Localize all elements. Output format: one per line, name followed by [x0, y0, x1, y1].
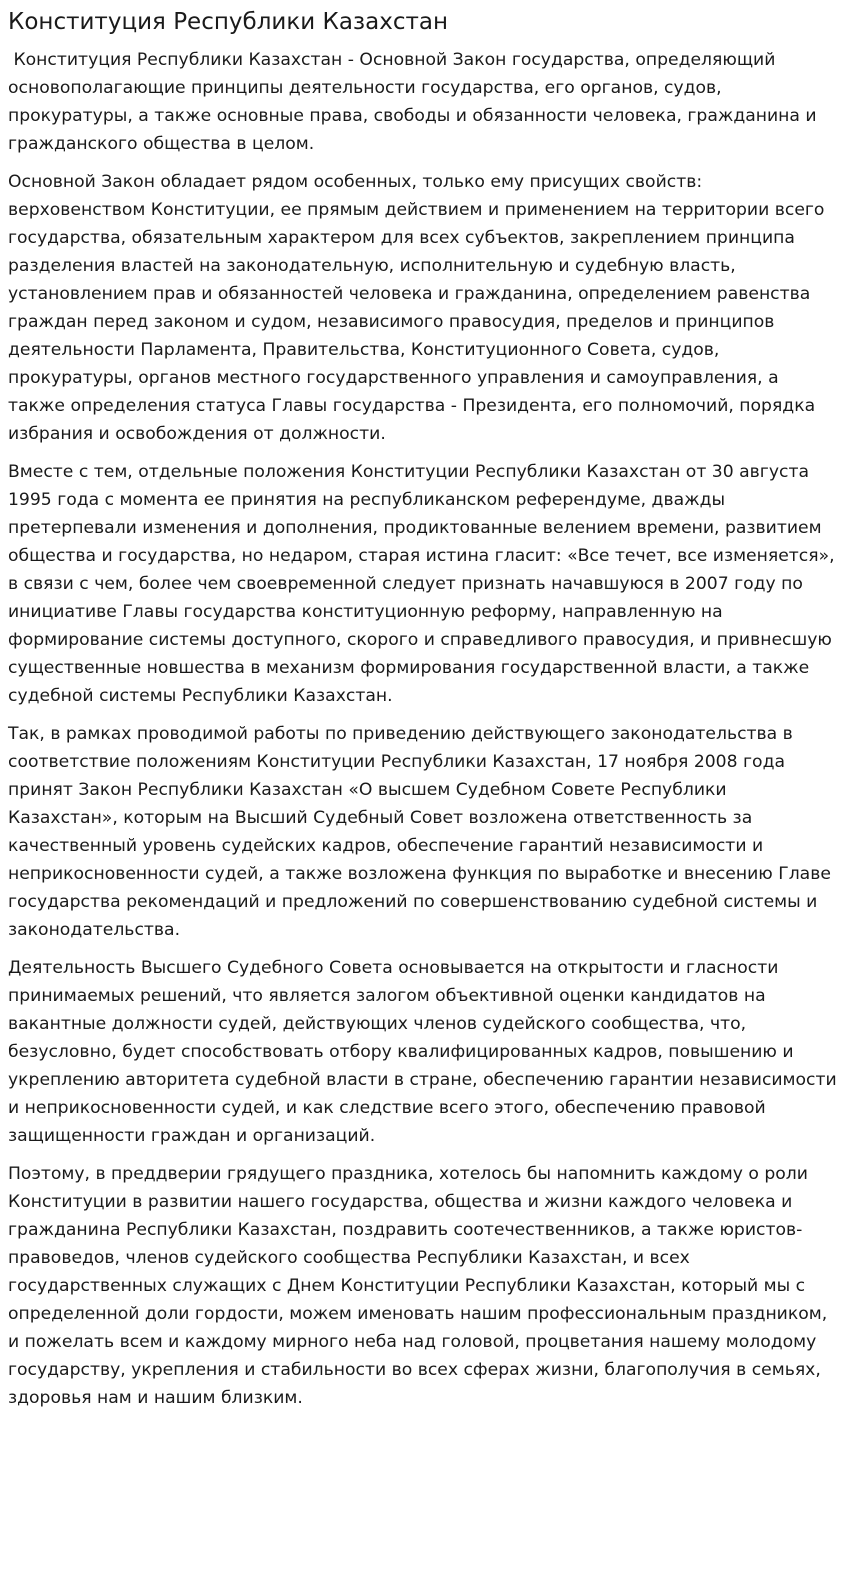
article-paragraph-2: Основной Закон обладает рядом особенных, только ему присущих свойств: верховенством Конституции, ее прямым действием и применением на территории всего государства, обязательным характером для всех субъектов, закреплением принципа разделения властей на законодательную, исполнительную и судебную власть, установлением прав и обязанностей человека и гражданина, определением равенства граждан перед законом и судом, независимого правосудия, пределов и принципов деятельности Парламента, Правительства, Конституционного Совета, судов, прокуратуры, органов местного государственного управления и самоуправления, а также определения статуса Главы государства - Президента, его полномочий, порядка избрания и освобождения от должности. [8, 172, 830, 444]
article-paragraph-1: Конституция Республики Казахстан - Основной Закон государства, определяющий основополагающие принципы деятельности государства, его органов, судов, прокуратуры, а также основные права, свободы и обязанности человека, гражданина и гражданского общества в целом. [8, 50, 823, 154]
article-paragraph-4: Так, в рамках проводимой работы по приведению действующего законодательства в соответствие положениям Конституции Республики Казахстан, 17 ноября 2008 года принят Закон Республики Казахстан «О высшем Судебном Совете Республики Казахстан», которым на Высший Судебный Совет возложена ответственность за качественный уровень судейских кадров, обеспечение гарантий независимости и неприкосновенности судей, а также возложена функция по выработке и внесению Главе государства рекомендаций и предложений по совершенствованию судебной системы и законодательства. [8, 724, 837, 940]
article-paragraph-3: Вместе с тем, отдельные положения Конституции Республики Казахстан от 30 августа 1995 года с момента ее принятия на республиканском референдуме, дважды претерпевали изменения и дополнения, продиктованные велением времени, развитием общества и государства, но недаром, старая истина гласит: «Все течет, все изменяется», в связи с чем, более чем своевременной следует признать начавшуюся в 2007 году по инициативе Главы государства конституционную реформу, направленную на формирование системы доступного, скорого и справедливого правосудия, и привнесшую существенные новшества в механизм формирования государственной власти, а также судебной системы Республики Казахстан. [8, 462, 841, 706]
article-paragraph-6: Поэтому, в преддверии грядущего праздника, хотелось бы напомнить каждому о роли Конституции в развитии нашего государства, общества и жизни каждого человека и гражданина Республики Казахстан, поздравить соотечественников, а также юристов-правоведов, членов судейского сообщества Республики Казахстан, и всех государственных служащих с Днем Конституции Республики Казахстан, который мы с определенной доли гордости, можем именовать нашим профессиональным праздником, и пожелать всем и каждому мирного неба над головой, процветания нашему молодому государству, укрепления и стабильности во всех сферах жизни, благополучия в семьях, здоровья нам и нашим близким. [8, 1164, 833, 1408]
article-title: Конституция Республики Казахстан [8, 9, 449, 35]
article-paragraph-5: Деятельность Высшего Судебного Совета основывается на открытости и гласности принимаемых решений, что является залогом объективной оценки кандидатов на вакантные должности судей, действующих членов судейского сообщества, что, безусловно, будет способствовать отбору квалифицированных кадров, повышению и укреплению авторитета судебной власти в стране, обеспечению гарантии независимости и неприкосновенности судей, и как следствие всего этого, обеспечению правовой защищенности граждан и организаций. [8, 958, 843, 1146]
